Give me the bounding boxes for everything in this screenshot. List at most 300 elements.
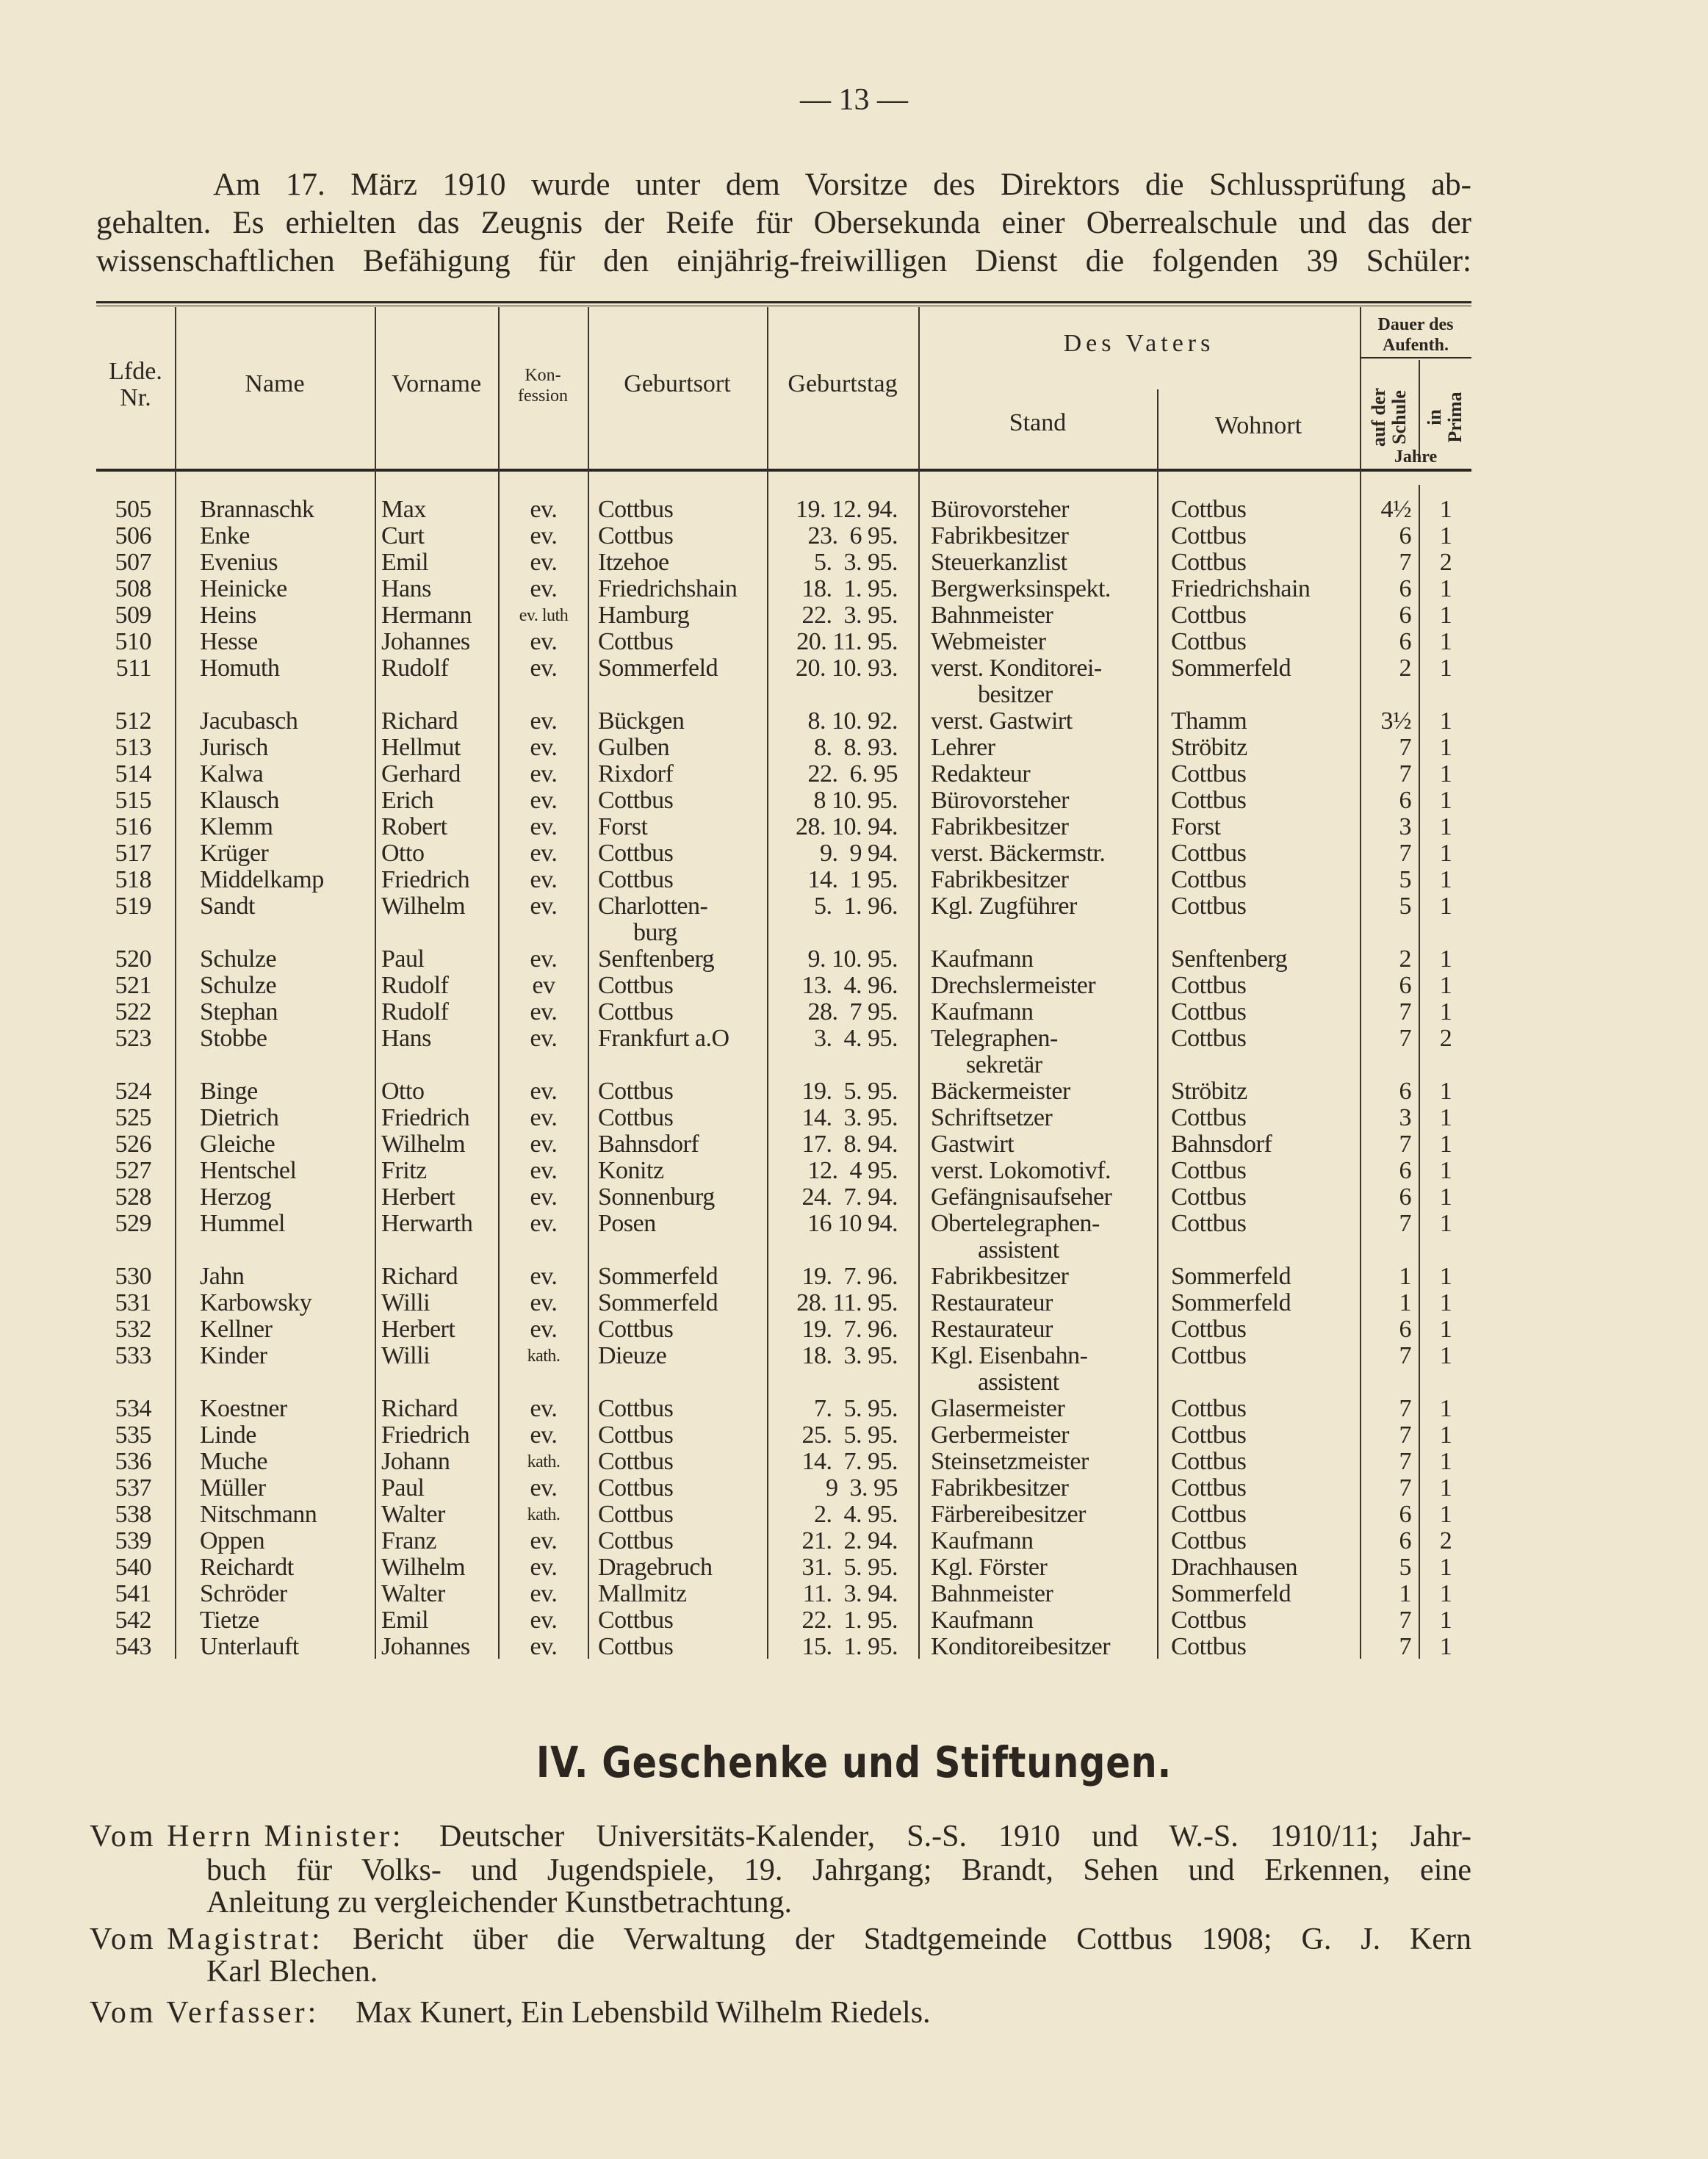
cell-vorname: Robert <box>381 813 447 840</box>
cell-stand: Steinsetzmeister <box>931 1448 1089 1475</box>
cell-geburtstag: 14. 3. 95. <box>801 1104 898 1131</box>
cell-konfession: ev. <box>530 998 558 1026</box>
cell-geburtstag: 24. 7. 94. <box>801 1183 898 1211</box>
cell-vorname: Otto <box>381 840 425 867</box>
gift-line: Karl Blechen. <box>206 1955 378 1989</box>
cell-name: Hesse <box>200 628 258 655</box>
cell-stand: Obertelegraphen- assistent <box>931 1210 1100 1264</box>
cell-nr: 518 <box>115 866 151 893</box>
cell-prima: 1 <box>1439 1131 1452 1158</box>
cell-nr: 511 <box>115 655 151 682</box>
cell-schule: 3 <box>1399 813 1411 840</box>
cell-wohnort: Cottbus <box>1171 1025 1247 1052</box>
cell-wohnort: Drachhausen <box>1171 1554 1297 1581</box>
header-schule: auf der Schule <box>1368 387 1410 447</box>
dauer-rule <box>1360 357 1471 358</box>
cell-prima: 1 <box>1439 734 1452 761</box>
cell-wohnort: Cottbus <box>1171 1607 1247 1634</box>
cell-konfession: ev. <box>530 893 558 920</box>
cell-name: Middelkamp <box>200 866 324 893</box>
table-row <box>0 999 1708 1026</box>
cell-wohnort: Cottbus <box>1171 1210 1247 1237</box>
cell-name: Dietrich <box>200 1104 279 1131</box>
cell-nr: 536 <box>115 1448 151 1475</box>
cell-wohnort: Cottbus <box>1171 893 1247 920</box>
cell-konfession: ev. <box>530 628 558 655</box>
cell-schule: 6 <box>1399 1078 1411 1105</box>
cell-prima: 1 <box>1439 866 1452 893</box>
cell-name: Brannaschk <box>200 496 314 523</box>
cell-geburtsort: Cottbus <box>598 628 674 655</box>
table-row <box>0 549 1708 576</box>
cell-nr: 519 <box>115 893 151 920</box>
cell-vorname: Hellmut <box>381 734 461 761</box>
cell-prima: 1 <box>1439 522 1452 549</box>
header-prima: in Prima <box>1424 392 1466 443</box>
cell-name: Herzog <box>200 1183 272 1211</box>
cell-schule: 6 <box>1399 628 1411 655</box>
cell-vorname: Walter <box>381 1501 445 1528</box>
gift-line: Deutscher Universitäts-Kalender, S.-S. 1910 und W.-S. 1910/11; Jahr- <box>439 1820 1471 1853</box>
cell-schule: 6 <box>1399 602 1411 629</box>
cell-konfession: ev. <box>530 1580 558 1607</box>
cell-name: Schulze <box>200 945 277 973</box>
cell-name: Sandt <box>200 893 255 920</box>
cell-nr: 510 <box>115 628 151 655</box>
cell-stand: Bahnmeister <box>931 602 1053 629</box>
cell-schule: 5 <box>1399 1554 1411 1581</box>
table-row <box>0 1634 1708 1660</box>
cell-konfession: kath. <box>527 1452 561 1471</box>
cell-nr: 505 <box>115 496 151 523</box>
cell-schule: 6 <box>1399 972 1411 999</box>
cell-geburtsort: Cottbus <box>598 1078 674 1105</box>
table-row <box>0 893 1708 946</box>
table-row <box>0 1105 1708 1131</box>
cell-nr: 529 <box>115 1210 151 1237</box>
cell-konfession: ev. <box>530 787 558 814</box>
cell-vorname: Johannes <box>381 628 470 655</box>
cell-nr: 539 <box>115 1527 151 1554</box>
cell-wohnort: Sommerfeld <box>1171 1580 1291 1607</box>
cell-name: Kellner <box>200 1316 273 1343</box>
cell-wohnort: Cottbus <box>1171 998 1247 1026</box>
table-top-rule <box>96 301 1471 303</box>
cell-schule: 3½ <box>1380 707 1411 735</box>
cell-name: Homuth <box>200 655 280 682</box>
cell-vorname: Curt <box>381 522 425 549</box>
cell-name: Linde <box>200 1421 256 1449</box>
cell-schule: 7 <box>1399 734 1411 761</box>
cell-geburtsort: Cottbus <box>598 866 674 893</box>
cell-geburtstag: 25. 5. 95. <box>801 1421 898 1449</box>
cell-stand: Färbereibesitzer <box>931 1501 1086 1528</box>
intro-line: wissenschaftlichen Befähigung für den einjährig-freiwilligen Dienst die folgenden 39 Schüler: <box>96 244 1471 278</box>
cell-nr: 531 <box>115 1289 151 1316</box>
cell-stand: Gerbermeister <box>931 1421 1069 1449</box>
cell-stand: Konditoreibesitzer <box>931 1633 1111 1660</box>
cell-wohnort: Cottbus <box>1171 549 1247 576</box>
cell-geburtsort: Frankfurt a.O <box>598 1025 729 1052</box>
cell-nr: 506 <box>115 522 151 549</box>
cell-wohnort: Thamm <box>1171 707 1247 735</box>
cell-prima: 1 <box>1439 1078 1452 1105</box>
cell-stand: Schriftsetzer <box>931 1104 1053 1131</box>
table-row <box>0 1528 1708 1554</box>
cell-schule: 7 <box>1399 1342 1411 1369</box>
cell-name: Hentschel <box>200 1157 297 1184</box>
cell-geburtsort: Cottbus <box>598 1316 674 1343</box>
cell-geburtstag: 11. 3. 94. <box>802 1580 898 1607</box>
cell-wohnort: Ströbitz <box>1171 734 1247 761</box>
cell-name: Heinicke <box>200 575 287 602</box>
table-row <box>0 1316 1708 1343</box>
cell-wohnort: Cottbus <box>1171 1474 1247 1502</box>
cell-stand: Lehrer <box>931 734 995 761</box>
cell-konfession: ev. <box>530 1421 558 1449</box>
cell-name: Kinder <box>200 1342 267 1369</box>
cell-vorname: Willi <box>381 1342 430 1369</box>
header-stand: Stand <box>1009 409 1067 436</box>
cell-wohnort: Cottbus <box>1171 1104 1247 1131</box>
cell-prima: 1 <box>1439 1157 1452 1184</box>
cell-stand: verst. Konditorei- besitzer <box>931 655 1102 708</box>
cell-nr: 534 <box>115 1395 151 1422</box>
cell-geburtstag: 20. 11. 95. <box>796 628 898 655</box>
cell-geburtstag: 20. 10. 93. <box>796 655 898 682</box>
cell-name: Stephan <box>200 998 278 1026</box>
cell-vorname: Rudolf <box>381 655 449 682</box>
table-row <box>0 840 1708 867</box>
cell-geburtsort: Rixdorf <box>598 760 674 787</box>
table-row <box>0 814 1708 840</box>
cell-name: Reichardt <box>200 1554 294 1581</box>
cell-geburtstag: 22. 1. 95. <box>801 1607 898 1634</box>
table-row <box>0 1158 1708 1184</box>
cell-geburtsort: Cottbus <box>598 787 674 814</box>
gift-donor: Vom Herrn Minister: <box>90 1820 404 1853</box>
cell-vorname: Herbert <box>381 1183 455 1211</box>
header-des-vaters: Des Vaters <box>1063 330 1215 357</box>
table-row <box>0 1264 1708 1290</box>
cell-geburtstag: 14. 7. 95. <box>801 1448 898 1475</box>
cell-prima: 1 <box>1439 1316 1452 1343</box>
cell-schule: 6 <box>1399 1501 1411 1528</box>
cell-geburtstag: 8. 8. 93. <box>814 734 898 761</box>
cell-konfession: ev. <box>530 549 558 576</box>
cell-name: Binge <box>200 1078 258 1105</box>
cell-geburtsort: Forst <box>598 813 648 840</box>
cell-vorname: Gerhard <box>381 760 461 787</box>
cell-vorname: Johann <box>381 1448 450 1475</box>
cell-name: Jahn <box>200 1263 245 1290</box>
cell-vorname: Wilhelm <box>381 893 466 920</box>
gift-donor: Vom Magistrat: <box>90 1922 323 1956</box>
cell-vorname: Richard <box>381 1395 458 1422</box>
cell-nr: 523 <box>115 1025 151 1052</box>
cell-nr: 521 <box>115 972 151 999</box>
cell-geburtsort: Cottbus <box>598 998 674 1026</box>
cell-stand: Webmeister <box>931 628 1046 655</box>
cell-prima: 1 <box>1439 1501 1452 1528</box>
cell-prima: 1 <box>1439 707 1452 735</box>
cell-stand: Kaufmann <box>931 1607 1034 1634</box>
header-name: Name <box>245 370 305 397</box>
cell-geburtstag: 8 10. 95. <box>813 787 898 814</box>
table-row <box>0 602 1708 629</box>
cell-prima: 1 <box>1439 760 1452 787</box>
cell-vorname: Paul <box>381 1474 425 1502</box>
cell-vorname: Hans <box>381 575 431 602</box>
cell-vorname: Richard <box>381 707 458 735</box>
cell-geburtstag: 19. 7. 96. <box>801 1316 898 1343</box>
cell-geburtstag: 18. 3. 95. <box>801 1342 898 1369</box>
cell-konfession: ev. <box>530 1316 558 1343</box>
cell-nr: 535 <box>115 1421 151 1449</box>
cell-geburtsort: Friedrichshain <box>598 575 738 602</box>
cell-vorname: Walter <box>381 1580 445 1607</box>
cell-prima: 1 <box>1439 1395 1452 1422</box>
cell-wohnort: Cottbus <box>1171 1421 1247 1449</box>
cell-geburtstag: 28. 10. 94. <box>796 813 898 840</box>
cell-schule: 6 <box>1399 1527 1411 1554</box>
cell-geburtsort: Senftenberg <box>598 945 715 973</box>
cell-konfession: ev. <box>530 707 558 735</box>
cell-geburtsort: Mallmitz <box>598 1580 687 1607</box>
table-row <box>0 1449 1708 1475</box>
cell-geburtsort: Cottbus <box>598 1104 674 1131</box>
cell-geburtsort: Sommerfeld <box>598 1263 718 1290</box>
header-dauer: Dauer des Aufenth. <box>1377 315 1454 355</box>
cell-nr: 525 <box>115 1104 151 1131</box>
cell-vorname: Richard <box>381 1263 458 1290</box>
cell-prima: 1 <box>1439 1210 1452 1237</box>
cell-prima: 1 <box>1439 813 1452 840</box>
cell-geburtstag: 9. 9 94. <box>820 840 898 867</box>
cell-name: Nitschmann <box>200 1501 317 1528</box>
cell-schule: 3 <box>1399 1104 1411 1131</box>
cell-schule: 7 <box>1399 549 1411 576</box>
cell-prima: 1 <box>1439 655 1452 682</box>
cell-geburtstag: 13. 4. 96. <box>801 972 898 999</box>
cell-wohnort: Sommerfeld <box>1171 1289 1291 1316</box>
cell-geburtsort: Cottbus <box>598 522 674 549</box>
cell-prima: 1 <box>1439 945 1452 973</box>
cell-wohnort: Cottbus <box>1171 1157 1247 1184</box>
cell-vorname: Franz <box>381 1527 436 1554</box>
cell-prima: 1 <box>1439 998 1452 1026</box>
cell-name: Gleiche <box>200 1131 275 1158</box>
cell-stand: Glasermeister <box>931 1395 1065 1422</box>
cell-geburtstag: 7. 5. 95. <box>814 1395 898 1422</box>
cell-schule: 7 <box>1399 1131 1411 1158</box>
table-row <box>0 1607 1708 1634</box>
cell-nr: 526 <box>115 1131 151 1158</box>
header-geburtsort: Geburtsort <box>624 370 731 397</box>
cell-geburtsort: Posen <box>598 1210 656 1237</box>
cell-vorname: Emil <box>381 1607 429 1634</box>
cell-name: Klausch <box>200 787 279 814</box>
cell-geburtsort: Sommerfeld <box>598 1289 718 1316</box>
cell-konfession: ev. <box>530 760 558 787</box>
cell-konfession: ev. <box>530 1289 558 1316</box>
cell-geburtstag: 9. 10. 95. <box>807 945 898 973</box>
cell-name: Koestner <box>200 1395 287 1422</box>
cell-geburtsort: Cottbus <box>598 840 674 867</box>
cell-konfession: ev. <box>530 1474 558 1502</box>
cell-wohnort: Cottbus <box>1171 972 1247 999</box>
cell-nr: 522 <box>115 998 151 1026</box>
table-row <box>0 523 1708 549</box>
cell-konfession: ev. <box>530 575 558 602</box>
table-row <box>0 1290 1708 1316</box>
cell-nr: 514 <box>115 760 151 787</box>
cell-geburtstag: 28. 7 95. <box>807 998 898 1026</box>
header-vorname: Vorname <box>391 370 482 397</box>
cell-prima: 1 <box>1439 893 1452 920</box>
cell-prima: 1 <box>1439 628 1452 655</box>
gift-line: Max Kunert, Ein Lebensbild Wilhelm Riedels. <box>356 1996 931 2030</box>
cell-geburtsort: Cottbus <box>598 1527 674 1554</box>
cell-prima: 2 <box>1439 1025 1452 1052</box>
cell-name: Krüger <box>200 840 269 867</box>
table-row <box>0 1581 1708 1607</box>
cell-geburtsort: Cottbus <box>598 1607 674 1634</box>
table-row <box>0 1396 1708 1422</box>
cell-stand: Steuerkanzlist <box>931 549 1067 576</box>
table-row <box>0 1078 1708 1105</box>
cell-vorname: Rudolf <box>381 972 449 999</box>
cell-geburtstag: 16 10 94. <box>807 1210 898 1237</box>
header-nr: Lfde. Nr. <box>109 358 162 411</box>
page-number: — 13 — <box>800 83 908 117</box>
cell-wohnort: Cottbus <box>1171 1527 1247 1554</box>
cell-schule: 6 <box>1399 1157 1411 1184</box>
cell-konfession: ev. <box>530 1183 558 1211</box>
cell-schule: 6 <box>1399 787 1411 814</box>
cell-geburtstag: 5. 1. 96. <box>814 893 898 920</box>
cell-geburtsort: Dieuze <box>598 1342 667 1369</box>
cell-geburtstag: 12. 4 95. <box>807 1157 898 1184</box>
header-wohnort: Wohnort <box>1214 412 1302 439</box>
cell-geburtsort: Cottbus <box>598 1421 674 1449</box>
cell-name: Oppen <box>200 1527 265 1554</box>
cell-schule: 6 <box>1399 1316 1411 1343</box>
cell-konfession: ev. <box>530 945 558 973</box>
cell-geburtsort: Konitz <box>598 1157 664 1184</box>
cell-konfession: kath. <box>527 1505 561 1524</box>
cell-konfession: ev. <box>530 1607 558 1634</box>
cell-prima: 1 <box>1439 1104 1452 1131</box>
cell-geburtstag: 22. 3. 95. <box>801 602 898 629</box>
cell-stand: Kgl. Zugführer <box>931 893 1077 920</box>
cell-stand: Bäckermeister <box>931 1078 1070 1105</box>
cell-vorname: Herbert <box>381 1316 455 1343</box>
cell-wohnort: Cottbus <box>1171 522 1247 549</box>
cell-wohnort: Cottbus <box>1171 1316 1247 1343</box>
cell-konfession: ev. <box>530 1025 558 1052</box>
cell-wohnort: Ströbitz <box>1171 1078 1247 1105</box>
cell-geburtstag: 5. 3. 95. <box>814 549 898 576</box>
table-row <box>0 1211 1708 1264</box>
cell-wohnort: Cottbus <box>1171 1183 1247 1211</box>
cell-vorname: Friedrich <box>381 1421 470 1449</box>
cell-wohnort: Cottbus <box>1171 602 1247 629</box>
cell-name: Heins <box>200 602 256 629</box>
table-row <box>0 946 1708 973</box>
cell-geburtstag: 15. 1. 95. <box>801 1633 898 1660</box>
cell-prima: 1 <box>1439 1633 1452 1660</box>
cell-schule: 1 <box>1399 1263 1411 1290</box>
cell-konfession: ev. <box>530 734 558 761</box>
cell-name: Unterlauft <box>200 1633 299 1660</box>
cell-nr: 515 <box>115 787 151 814</box>
cell-geburtstag: 23. 6 95. <box>807 522 898 549</box>
table-row <box>0 1554 1708 1581</box>
cell-geburtstag: 18. 1. 95. <box>801 575 898 602</box>
cell-geburtstag: 21. 2. 94. <box>801 1527 898 1554</box>
cell-name: Jurisch <box>200 734 268 761</box>
cell-geburtsort: Cottbus <box>598 1501 674 1528</box>
cell-wohnort: Cottbus <box>1171 1633 1247 1660</box>
cell-wohnort: Cottbus <box>1171 1448 1247 1475</box>
header-bottom-rule <box>96 469 1471 472</box>
table-row <box>0 708 1708 735</box>
cell-schule: 2 <box>1399 655 1411 682</box>
cell-geburtstag: 28. 11. 95. <box>796 1289 898 1316</box>
cell-vorname: Herwarth <box>381 1210 473 1237</box>
cell-geburtsort: Dragebruch <box>598 1554 713 1581</box>
cell-schule: 6 <box>1399 522 1411 549</box>
cell-stand: Fabrikbesitzer <box>931 522 1069 549</box>
cell-stand: Bürovorsteher <box>931 787 1070 814</box>
cell-nr: 533 <box>115 1342 151 1369</box>
cell-schule: 5 <box>1399 866 1411 893</box>
table-row <box>0 973 1708 999</box>
cell-stand: Restaurateur <box>931 1289 1053 1316</box>
gift-line: buch für Volks- und Jugendspiele, 19. Jahrgang; Brandt, Sehen und Erkennen, eine <box>206 1853 1471 1887</box>
cell-wohnort: Cottbus <box>1171 760 1247 787</box>
cell-vorname: Emil <box>381 549 429 576</box>
cell-konfession: ev. <box>530 1263 558 1290</box>
table-row <box>0 761 1708 787</box>
cell-stand: Bürovorsteher <box>931 496 1070 523</box>
table-row <box>0 1422 1708 1449</box>
table-row <box>0 497 1708 523</box>
cell-geburtsort: Cottbus <box>598 972 674 999</box>
cell-geburtstag: 31. 5. 95. <box>801 1554 898 1581</box>
cell-geburtstag: 19. 7. 96. <box>801 1263 898 1290</box>
cell-nr: 532 <box>115 1316 151 1343</box>
cell-stand: Kaufmann <box>931 998 1034 1026</box>
header-geburtstag: Geburtstag <box>788 370 898 397</box>
cell-name: Klemm <box>200 813 273 840</box>
cell-nr: 541 <box>115 1580 151 1607</box>
cell-geburtstag: 8. 10. 92. <box>807 707 898 735</box>
cell-schule: 7 <box>1399 1421 1411 1449</box>
gift-line: Bericht über die Verwaltung der Stadtgemeinde Cottbus 1908; G. J. Kern <box>353 1922 1471 1956</box>
cell-geburtsort: Sonnenburg <box>598 1183 715 1211</box>
cell-wohnort: Cottbus <box>1171 496 1247 523</box>
cell-prima: 1 <box>1439 1421 1452 1449</box>
cell-konfession: ev. <box>530 1104 558 1131</box>
cell-geburtsort: Bahnsdorf <box>598 1131 699 1158</box>
cell-konfession: ev. <box>530 1157 558 1184</box>
cell-schule: 7 <box>1399 998 1411 1026</box>
cell-vorname: Max <box>381 496 426 523</box>
cell-geburtstag: 17. 8. 94. <box>801 1131 898 1158</box>
cell-wohnort: Cottbus <box>1171 840 1247 867</box>
